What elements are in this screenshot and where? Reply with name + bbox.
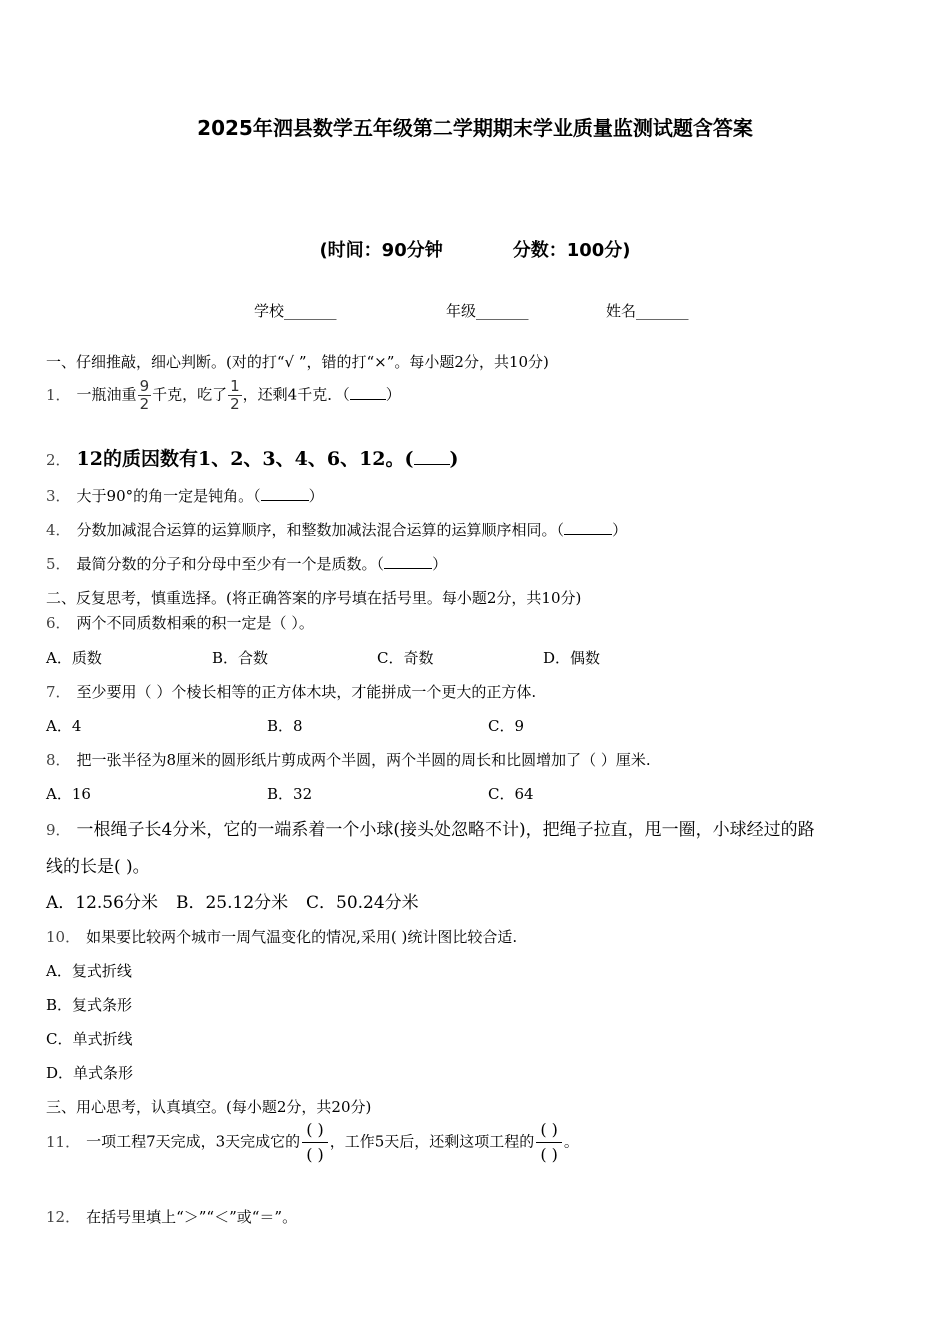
question-2: 2． 12的质因数有1、2、3、4、6、12。( ) [46,448,459,470]
answer-blank-5[interactable] [384,554,432,569]
exam-score: 分数：100分) [512,240,631,261]
answer-blank-2[interactable] [414,450,450,465]
answer-blank-4[interactable] [564,520,612,535]
q10-option-c[interactable]: C．单式折线 [46,1030,133,1048]
fraction-blank-1[interactable]: ( ) ( ) [302,1118,328,1167]
q6-option-c[interactable]: C．奇数 [377,649,434,667]
q9-option-c[interactable]: C．50.24分米 [306,893,419,913]
question-12: 12． 在括号里填上“＞”“＜”或“＝”。 [46,1208,298,1226]
q10-option-b[interactable]: B．复式条形 [46,996,133,1014]
field-school[interactable]: 学校_______ [254,302,337,320]
page-title: 2025年泗县数学五年级第二学期期末学业质量监测试题含答案 [197,116,753,140]
field-name[interactable]: 姓名_______ [606,302,689,320]
section-3-heading: 三、用心思考，认真填空。(每小题2分，共20分) [46,1098,372,1116]
question-9: 9． 一根绳子长4分米，它的一端系着一个小球(接头处忽略不计)，把绳子拉直，甩一圈，小球经过的路 [46,820,815,840]
fraction-blank-2[interactable]: ( ) ( ) [536,1118,562,1167]
q6-option-b[interactable]: B．合数 [212,649,269,667]
q8-option-b[interactable]: B．32 [267,785,313,803]
question-7: 7． 至少要用（ ）个棱长相等的正方体木块，才能拼成一个更大的正方体. [46,683,537,701]
q6-option-a[interactable]: A．质数 [46,649,102,667]
question-8: 8． 把一张半径为8厘米的圆形纸片剪成两个半圆，两个半圆的周长和比圆增加了（ ）厘米. [46,751,651,769]
section-2-heading: 二、反复思考，慎重选择。(将正确答案的序号填在括号里。每小题2分，共10分) [46,589,582,607]
question-4: 4． 分数加减混合运算的运算顺序，和整数加减法混合运算的运算顺序相同。（ ） [46,521,628,539]
fraction-9-2: $\frac{9}{2}$ [139,377,150,413]
field-grade[interactable]: 年级_______ [446,302,529,320]
question-1: 1． 一瓶油重 $\frac{9}{2}$ 千克，吃了 $\frac{1}{2}$ ，还剩4千克．（ ） [46,377,401,413]
fraction-1-2: $\frac{1}{2}$ [230,377,240,413]
q10-option-a[interactable]: A．复式折线 [46,962,132,980]
q8-option-a[interactable]: A．16 [46,785,91,803]
exam-meta [0,236,950,262]
question-10: 10． 如果要比较两个城市一周气温变化的情况,采用( )统计图比较合适. [46,928,518,946]
question-3: 3． 大于90°的角一定是钝角。（ ） [46,487,324,505]
q7-option-a[interactable]: A．4 [46,717,82,735]
q7-option-c[interactable]: C．9 [488,717,525,735]
q6-option-d[interactable]: D．偶数 [543,649,601,667]
q9-option-a[interactable]: A．12.56分米 [46,893,158,913]
section-1-heading: 一、仔细推敲，细心判断。(对的打“√ ”，错的打“×”。每小题2分，共10分) [46,353,549,371]
question-9-line-2: 线的长是( )。 [46,857,150,877]
q9-option-b[interactable]: B．25.12分米 [176,893,289,913]
q10-option-d[interactable]: D．单式条形 [46,1064,134,1082]
q7-option-b[interactable]: B．8 [267,717,303,735]
answer-blank-1[interactable] [350,385,386,400]
q8-option-c[interactable]: C．64 [488,785,534,803]
question-5: 5． 最简分数的分子和分母中至少有一个是质数。（ ） [46,555,448,573]
question-6: 6． 两个不同质数相乘的积一定是（ ）。 [46,614,314,632]
question-11: 11． 一项工程7天完成，3天完成它的 ( ) ( ) ，工作5天后，还剩这项工程的 ( ) ( ) 。 [46,1118,579,1167]
exam-time: (时间：90分钟 [319,240,443,261]
answer-blank-3[interactable] [261,486,309,501]
